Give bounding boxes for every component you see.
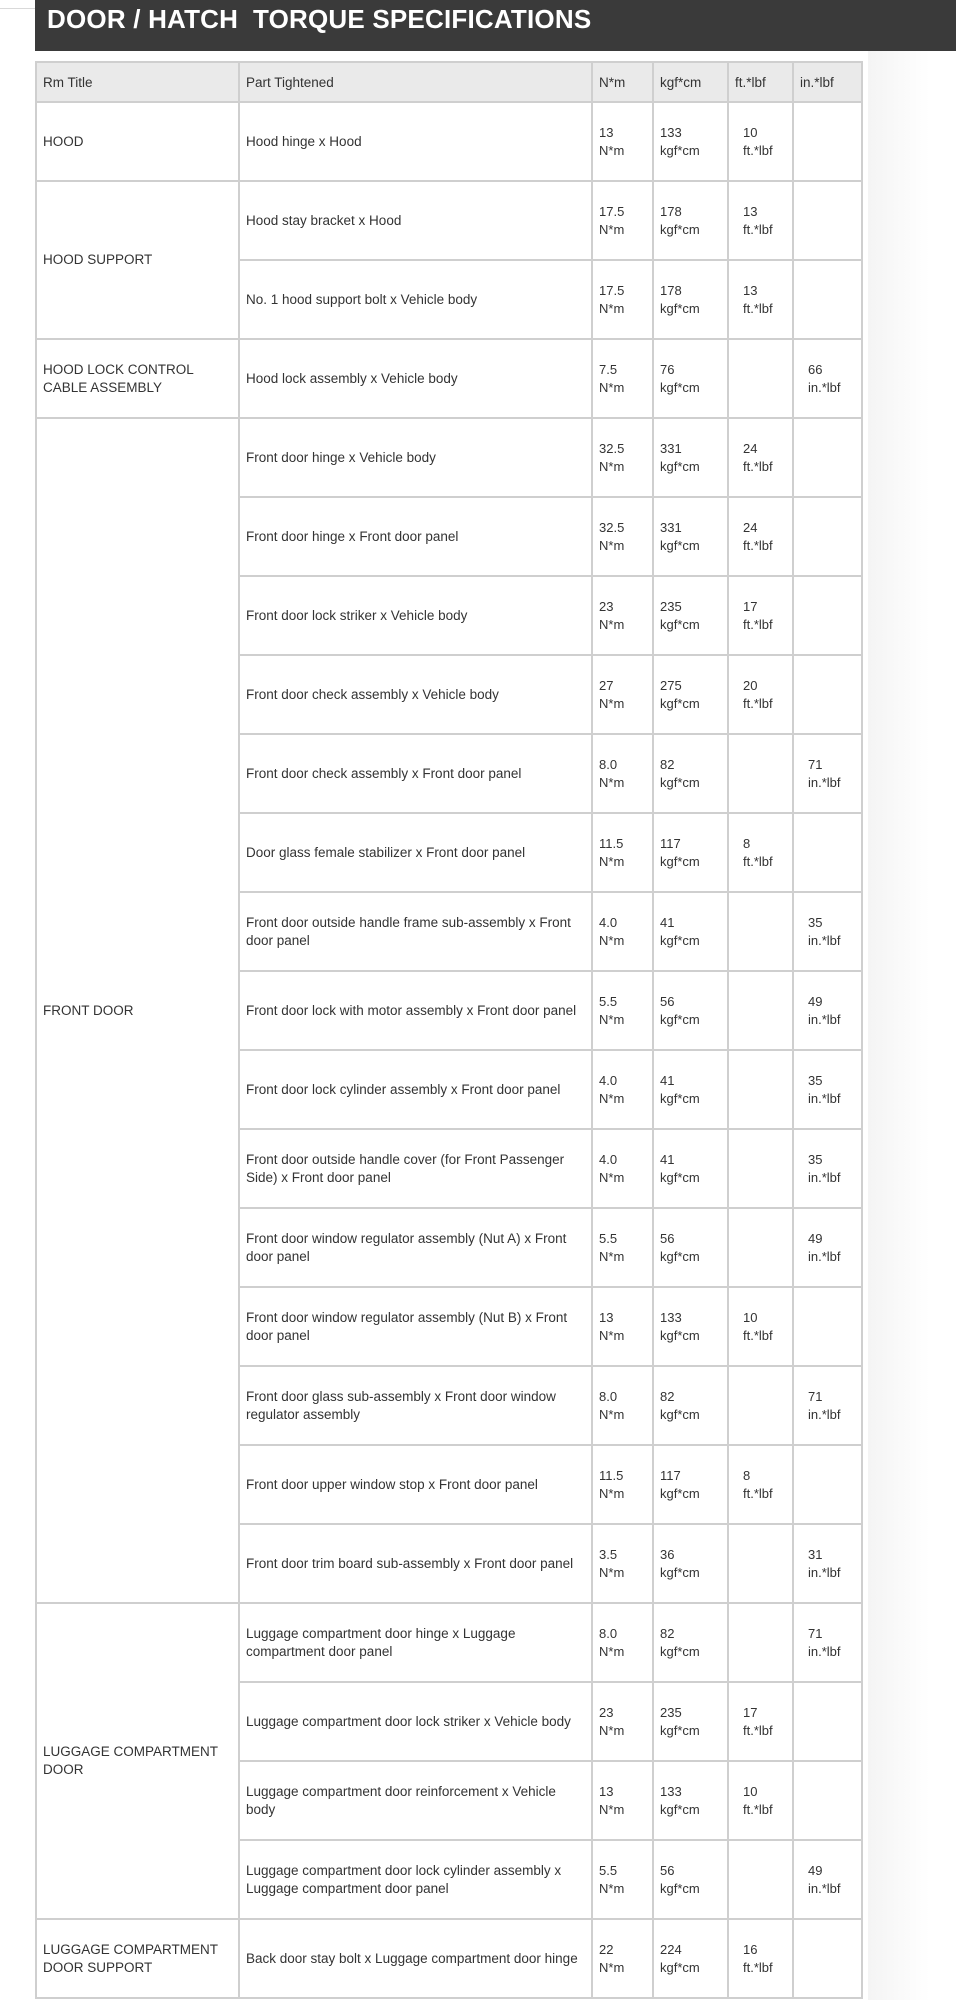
inlbf-cell-unit: in.*lbf	[808, 1090, 841, 1106]
kgfcm-cell-unit: kgf*cm	[660, 142, 700, 158]
rm-title-cell: LUGGAGE COMPARTMENT DOOR SUPPORT	[36, 1919, 239, 1998]
kgfcm-cell-unit: kgf*cm	[660, 932, 700, 948]
part-tightened-cell: Front door check assembly x Vehicle body	[239, 655, 592, 734]
ftlbf-cell-unit: ft.*lbf	[743, 1959, 773, 1975]
page-margin	[868, 0, 956, 2000]
inlbf-cell	[793, 1761, 862, 1840]
nm-cell-value: 5.5	[599, 1862, 618, 1878]
part-tightened-cell: Front door glass sub-assembly x Front door window regulator assembly	[239, 1366, 592, 1445]
inlbf-cell-value: 66	[808, 361, 823, 377]
inlbf-cell	[793, 576, 862, 655]
kgfcm-cell-unit: kgf*cm	[660, 1090, 700, 1106]
ftlbf-cell	[728, 1050, 793, 1129]
inlbf-cell-value: 31	[808, 1546, 823, 1562]
kgfcm-cell-unit: kgf*cm	[660, 1801, 700, 1817]
kgfcm-cell	[653, 813, 728, 892]
inlbf-cell	[793, 1919, 862, 1998]
inlbf-cell-unit: in.*lbf	[808, 1406, 841, 1422]
nm-cell	[592, 339, 653, 418]
inlbf-cell-unit: in.*lbf	[808, 379, 841, 395]
nm-cell-unit: N*m	[599, 1880, 625, 1896]
inlbf-cell-value: 71	[808, 756, 823, 772]
kgfcm-cell	[653, 1524, 728, 1603]
inlbf-cell-unit: in.*lbf	[808, 932, 841, 948]
nm-cell-value: 17.5	[599, 282, 625, 298]
kgfcm-cell	[653, 734, 728, 813]
kgfcm-cell-unit: kgf*cm	[660, 853, 700, 869]
nm-cell-value: 4.0	[599, 1072, 618, 1088]
part-tightened-cell: Front door trim board sub-assembly x Front door panel	[239, 1524, 592, 1603]
kgfcm-cell-unit: kgf*cm	[660, 1485, 700, 1501]
nm-cell-value: 3.5	[599, 1546, 618, 1562]
inlbf-cell	[793, 971, 862, 1050]
inlbf-cell	[793, 1682, 862, 1761]
part-tightened-cell: Front door check assembly x Front door panel	[239, 734, 592, 813]
ftlbf-cell	[728, 1919, 793, 1998]
nm-cell	[592, 1682, 653, 1761]
inlbf-cell	[793, 339, 862, 418]
kgfcm-cell-value: 82	[660, 1625, 675, 1641]
nm-cell-value: 4.0	[599, 1151, 618, 1167]
ftlbf-cell	[728, 892, 793, 971]
ftlbf-cell	[728, 1129, 793, 1208]
kgfcm-cell	[653, 1603, 728, 1682]
inlbf-cell-unit: in.*lbf	[808, 774, 841, 790]
nm-cell-unit: N*m	[599, 1406, 625, 1422]
ftlbf-cell	[728, 1603, 793, 1682]
ftlbf-cell-value: 8	[743, 835, 751, 851]
header-part-tightened: Part Tightened	[239, 62, 592, 102]
kgfcm-cell-value: 76	[660, 361, 675, 377]
nm-cell-unit: N*m	[599, 458, 625, 474]
inlbf-cell-unit: in.*lbf	[808, 1011, 841, 1027]
nm-cell	[592, 734, 653, 813]
kgfcm-cell-unit: kgf*cm	[660, 1327, 700, 1343]
nm-cell	[592, 813, 653, 892]
header-kgfcm: kgf*cm	[653, 62, 728, 102]
inlbf-cell-value: 49	[808, 993, 823, 1009]
kgfcm-cell-value: 41	[660, 914, 675, 930]
nm-cell	[592, 1208, 653, 1287]
nm-cell-value: 32.5	[599, 440, 625, 456]
header-inlbf: in.*lbf	[793, 62, 862, 102]
ftlbf-cell	[728, 813, 793, 892]
nm-cell-unit: N*m	[599, 1248, 625, 1264]
table-header-row	[36, 62, 862, 102]
header-ftlbf: ft.*lbf	[728, 62, 793, 102]
kgfcm-cell	[653, 1682, 728, 1761]
inlbf-cell-unit: in.*lbf	[808, 1248, 841, 1264]
nm-cell-unit: N*m	[599, 853, 625, 869]
table-row	[36, 1603, 862, 1682]
kgfcm-cell-value: 235	[660, 598, 682, 614]
kgfcm-cell-unit: kgf*cm	[660, 221, 700, 237]
nm-cell-value: 4.0	[599, 914, 618, 930]
part-tightened-cell: Front door lock striker x Vehicle body	[239, 576, 592, 655]
nm-cell-value: 27	[599, 677, 614, 693]
kgfcm-cell-value: 133	[660, 1783, 682, 1799]
ftlbf-cell	[728, 1682, 793, 1761]
inlbf-cell	[793, 734, 862, 813]
kgfcm-cell-unit: kgf*cm	[660, 1959, 700, 1975]
ftlbf-cell	[728, 102, 793, 181]
ftlbf-cell	[728, 260, 793, 339]
nm-cell	[592, 497, 653, 576]
ftlbf-cell-value: 13	[743, 203, 758, 219]
kgfcm-cell-unit: kgf*cm	[660, 1880, 700, 1896]
nm-cell	[592, 1050, 653, 1129]
kgfcm-cell-unit: kgf*cm	[660, 695, 700, 711]
kgfcm-cell-value: 117	[660, 1467, 681, 1483]
kgfcm-cell-value: 275	[660, 677, 682, 693]
kgfcm-cell	[653, 1919, 728, 1998]
kgfcm-cell-value: 41	[660, 1072, 675, 1088]
ftlbf-cell	[728, 1524, 793, 1603]
part-tightened-cell: Front door hinge x Front door panel	[239, 497, 592, 576]
kgfcm-cell	[653, 1445, 728, 1524]
kgfcm-cell	[653, 497, 728, 576]
inlbf-cell	[793, 1366, 862, 1445]
nm-cell	[592, 102, 653, 181]
kgfcm-cell	[653, 892, 728, 971]
ftlbf-cell	[728, 971, 793, 1050]
kgfcm-cell	[653, 655, 728, 734]
kgfcm-cell-value: 331	[660, 440, 682, 456]
ftlbf-cell-unit: ft.*lbf	[743, 300, 773, 316]
nm-cell-value: 5.5	[599, 1230, 618, 1246]
kgfcm-cell	[653, 260, 728, 339]
inlbf-cell-unit: in.*lbf	[808, 1564, 841, 1580]
ftlbf-cell	[728, 734, 793, 813]
ftlbf-cell-value: 10	[743, 1783, 758, 1799]
nm-cell-unit: N*m	[599, 1801, 625, 1817]
table-body	[36, 102, 862, 1998]
inlbf-cell-value: 35	[808, 914, 823, 930]
part-tightened-cell: No. 1 hood support bolt x Vehicle body	[239, 260, 592, 339]
inlbf-cell-unit: in.*lbf	[808, 1643, 841, 1659]
nm-cell-unit: N*m	[599, 1090, 625, 1106]
inlbf-cell-value: 35	[808, 1072, 823, 1088]
torque-spec-table	[35, 61, 863, 1999]
ftlbf-cell-unit: ft.*lbf	[743, 1722, 773, 1738]
ftlbf-cell	[728, 1287, 793, 1366]
nm-cell	[592, 1840, 653, 1919]
part-tightened-cell: Door glass female stabilizer x Front door panel	[239, 813, 592, 892]
inlbf-cell	[793, 1445, 862, 1524]
ftlbf-cell-value: 8	[743, 1467, 751, 1483]
kgfcm-cell-unit: kgf*cm	[660, 1406, 700, 1422]
ftlbf-cell-unit: ft.*lbf	[743, 537, 773, 553]
part-tightened-cell: Front door outside handle frame sub-assembly x Front door panel	[239, 892, 592, 971]
ftlbf-cell	[728, 1366, 793, 1445]
nm-cell-unit: N*m	[599, 932, 625, 948]
inlbf-cell	[793, 1208, 862, 1287]
inlbf-cell-value: 71	[808, 1388, 823, 1404]
ftlbf-cell-unit: ft.*lbf	[743, 695, 773, 711]
kgfcm-cell-unit: kgf*cm	[660, 1248, 700, 1264]
kgfcm-cell-unit: kgf*cm	[660, 1011, 700, 1027]
table-row	[36, 1919, 862, 1998]
ftlbf-cell-value: 20	[743, 677, 758, 693]
kgfcm-cell-unit: kgf*cm	[660, 379, 700, 395]
nm-cell-unit: N*m	[599, 1643, 625, 1659]
page-title: DOOR / HATCH TORQUE SPECIFICATIONS	[35, 0, 956, 51]
kgfcm-cell-unit: kgf*cm	[660, 300, 700, 316]
nm-cell-unit: N*m	[599, 774, 625, 790]
inlbf-cell	[793, 1603, 862, 1682]
kgfcm-cell-unit: kgf*cm	[660, 774, 700, 790]
table-row	[36, 418, 862, 497]
part-tightened-cell: Hood stay bracket x Hood	[239, 181, 592, 260]
nm-cell	[592, 971, 653, 1050]
kgfcm-cell-unit: kgf*cm	[660, 537, 700, 553]
inlbf-cell	[793, 260, 862, 339]
ftlbf-cell	[728, 655, 793, 734]
inlbf-cell-unit: in.*lbf	[808, 1880, 841, 1896]
kgfcm-cell	[653, 1366, 728, 1445]
nm-cell	[592, 1129, 653, 1208]
ftlbf-cell	[728, 576, 793, 655]
nm-cell-unit: N*m	[599, 695, 625, 711]
inlbf-cell	[793, 655, 862, 734]
ftlbf-cell	[728, 1208, 793, 1287]
kgfcm-cell	[653, 1761, 728, 1840]
kgfcm-cell	[653, 971, 728, 1050]
nm-cell-value: 13	[599, 1309, 614, 1325]
part-tightened-cell: Luggage compartment door lock cylinder assembly x Luggage compartment door panel	[239, 1840, 592, 1919]
nm-cell	[592, 1445, 653, 1524]
nm-cell	[592, 655, 653, 734]
header-rm-title: Rm Title	[36, 62, 239, 102]
nm-cell-unit: N*m	[599, 616, 625, 632]
kgfcm-cell-unit: kgf*cm	[660, 1722, 700, 1738]
kgfcm-cell	[653, 1129, 728, 1208]
nm-cell	[592, 181, 653, 260]
inlbf-cell	[793, 813, 862, 892]
inlbf-cell-unit: in.*lbf	[808, 1169, 841, 1185]
inlbf-cell	[793, 1287, 862, 1366]
nm-cell	[592, 576, 653, 655]
kgfcm-cell-value: 224	[660, 1941, 682, 1957]
rm-title-cell: HOOD	[36, 102, 239, 181]
header-nm: N*m	[592, 62, 653, 102]
kgfcm-cell-value: 82	[660, 756, 675, 772]
ftlbf-cell	[728, 339, 793, 418]
kgfcm-cell-value: 56	[660, 993, 675, 1009]
inlbf-cell	[793, 418, 862, 497]
ftlbf-cell	[728, 1840, 793, 1919]
kgfcm-cell-value: 36	[660, 1546, 675, 1562]
nm-cell-value: 8.0	[599, 1625, 618, 1641]
kgfcm-cell-value: 331	[660, 519, 682, 535]
nm-cell-value: 23	[599, 598, 614, 614]
part-tightened-cell: Front door window regulator assembly (Nut A) x Front door panel	[239, 1208, 592, 1287]
kgfcm-cell-value: 56	[660, 1862, 675, 1878]
table-row	[36, 181, 862, 260]
ftlbf-cell-value: 17	[743, 1704, 758, 1720]
nm-cell-value: 7.5	[599, 361, 618, 377]
kgfcm-cell	[653, 1208, 728, 1287]
nm-cell-unit: N*m	[599, 1485, 625, 1501]
kgfcm-cell	[653, 576, 728, 655]
ftlbf-cell-unit: ft.*lbf	[743, 1485, 773, 1501]
kgfcm-cell-value: 117	[660, 835, 681, 851]
ftlbf-cell	[728, 1445, 793, 1524]
kgfcm-cell	[653, 102, 728, 181]
nm-cell-value: 22	[599, 1941, 614, 1957]
kgfcm-cell	[653, 1840, 728, 1919]
ftlbf-cell-value: 10	[743, 124, 758, 140]
nm-cell	[592, 1366, 653, 1445]
inlbf-cell	[793, 892, 862, 971]
part-tightened-cell: Front door lock cylinder assembly x Front door panel	[239, 1050, 592, 1129]
inlbf-cell-value: 35	[808, 1151, 823, 1167]
nm-cell	[592, 260, 653, 339]
ftlbf-cell-value: 16	[743, 1941, 758, 1957]
nm-cell-unit: N*m	[599, 537, 625, 553]
part-tightened-cell: Back door stay bolt x Luggage compartment door hinge	[239, 1919, 592, 1998]
nm-cell-value: 13	[599, 1783, 614, 1799]
nm-cell-unit: N*m	[599, 1327, 625, 1343]
nm-cell-value: 8.0	[599, 756, 618, 772]
kgfcm-cell-unit: kgf*cm	[660, 1564, 700, 1580]
ftlbf-cell-unit: ft.*lbf	[743, 616, 773, 632]
kgfcm-cell-value: 41	[660, 1151, 675, 1167]
kgfcm-cell-unit: kgf*cm	[660, 458, 700, 474]
kgfcm-cell-value: 178	[660, 203, 682, 219]
inlbf-cell	[793, 181, 862, 260]
nm-cell-value: 23	[599, 1704, 614, 1720]
part-tightened-cell: Front door upper window stop x Front door panel	[239, 1445, 592, 1524]
inlbf-cell	[793, 1524, 862, 1603]
ftlbf-cell-unit: ft.*lbf	[743, 142, 773, 158]
kgfcm-cell	[653, 1287, 728, 1366]
ftlbf-cell-unit: ft.*lbf	[743, 1327, 773, 1343]
kgfcm-cell-value: 133	[660, 124, 682, 140]
kgfcm-cell	[653, 181, 728, 260]
ftlbf-cell-unit: ft.*lbf	[743, 853, 773, 869]
ftlbf-cell-value: 24	[743, 440, 758, 456]
kgfcm-cell	[653, 418, 728, 497]
ftlbf-cell-value: 24	[743, 519, 758, 535]
nm-cell	[592, 1603, 653, 1682]
part-tightened-cell: Hood lock assembly x Vehicle body	[239, 339, 592, 418]
nm-cell-unit: N*m	[599, 1564, 625, 1580]
ftlbf-cell-value: 10	[743, 1309, 758, 1325]
ftlbf-cell	[728, 181, 793, 260]
nm-cell-value: 5.5	[599, 993, 618, 1009]
part-tightened-cell: Front door outside handle cover (for Front Passenger Side) x Front door panel	[239, 1129, 592, 1208]
ftlbf-cell-unit: ft.*lbf	[743, 458, 773, 474]
rm-title-cell: FRONT DOOR	[36, 418, 239, 1603]
nm-cell	[592, 892, 653, 971]
ftlbf-cell	[728, 1761, 793, 1840]
part-tightened-cell: Luggage compartment door hinge x Luggage compartment door panel	[239, 1603, 592, 1682]
nm-cell-value: 11.5	[599, 835, 624, 851]
rm-title-cell: HOOD LOCK CONTROL CABLE ASSEMBLY	[36, 339, 239, 418]
kgfcm-cell-unit: kgf*cm	[660, 616, 700, 632]
inlbf-cell	[793, 497, 862, 576]
ftlbf-cell-unit: ft.*lbf	[743, 1801, 773, 1817]
nm-cell-value: 32.5	[599, 519, 625, 535]
kgfcm-cell-unit: kgf*cm	[660, 1643, 700, 1659]
part-tightened-cell: Front door lock with motor assembly x Front door panel	[239, 971, 592, 1050]
ftlbf-cell	[728, 418, 793, 497]
part-tightened-cell: Luggage compartment door lock striker x Vehicle body	[239, 1682, 592, 1761]
rm-title-cell: LUGGAGE COMPARTMENT DOOR	[36, 1603, 239, 1919]
nm-cell-unit: N*m	[599, 379, 625, 395]
nm-cell	[592, 418, 653, 497]
part-tightened-cell: Luggage compartment door reinforcement x Vehicle body	[239, 1761, 592, 1840]
nm-cell-unit: N*m	[599, 142, 625, 158]
inlbf-cell	[793, 1129, 862, 1208]
nm-cell-unit: N*m	[599, 1959, 625, 1975]
nm-cell-unit: N*m	[599, 1011, 625, 1027]
nm-cell-value: 11.5	[599, 1467, 624, 1483]
inlbf-cell	[793, 1840, 862, 1919]
ftlbf-cell-value: 17	[743, 598, 758, 614]
nm-cell	[592, 1287, 653, 1366]
kgfcm-cell-value: 133	[660, 1309, 682, 1325]
kgfcm-cell	[653, 1050, 728, 1129]
nm-cell-unit: N*m	[599, 1722, 625, 1738]
nm-cell-unit: N*m	[599, 1169, 625, 1185]
nm-cell	[592, 1524, 653, 1603]
kgfcm-cell-unit: kgf*cm	[660, 1169, 700, 1185]
inlbf-cell	[793, 102, 862, 181]
inlbf-cell	[793, 1050, 862, 1129]
nm-cell-unit: N*m	[599, 221, 625, 237]
part-tightened-cell: Front door window regulator assembly (Nut B) x Front door panel	[239, 1287, 592, 1366]
table-row	[36, 339, 862, 418]
kgfcm-cell-value: 235	[660, 1704, 682, 1720]
part-tightened-cell: Hood hinge x Hood	[239, 102, 592, 181]
ftlbf-cell-unit: ft.*lbf	[743, 221, 773, 237]
table-row	[36, 102, 862, 181]
nm-cell-unit: N*m	[599, 300, 625, 316]
nm-cell-value: 13	[599, 124, 614, 140]
kgfcm-cell-value: 82	[660, 1388, 675, 1404]
kgfcm-cell	[653, 339, 728, 418]
ftlbf-cell	[728, 497, 793, 576]
inlbf-cell-value: 49	[808, 1862, 823, 1878]
ftlbf-cell-value: 13	[743, 282, 758, 298]
nm-cell-value: 8.0	[599, 1388, 618, 1404]
kgfcm-cell-value: 56	[660, 1230, 675, 1246]
nm-cell	[592, 1761, 653, 1840]
nm-cell	[592, 1919, 653, 1998]
inlbf-cell-value: 71	[808, 1625, 823, 1641]
nm-cell-value: 17.5	[599, 203, 625, 219]
inlbf-cell-value: 49	[808, 1230, 823, 1246]
part-tightened-cell: Front door hinge x Vehicle body	[239, 418, 592, 497]
rm-title-cell: HOOD SUPPORT	[36, 181, 239, 339]
kgfcm-cell-value: 178	[660, 282, 682, 298]
